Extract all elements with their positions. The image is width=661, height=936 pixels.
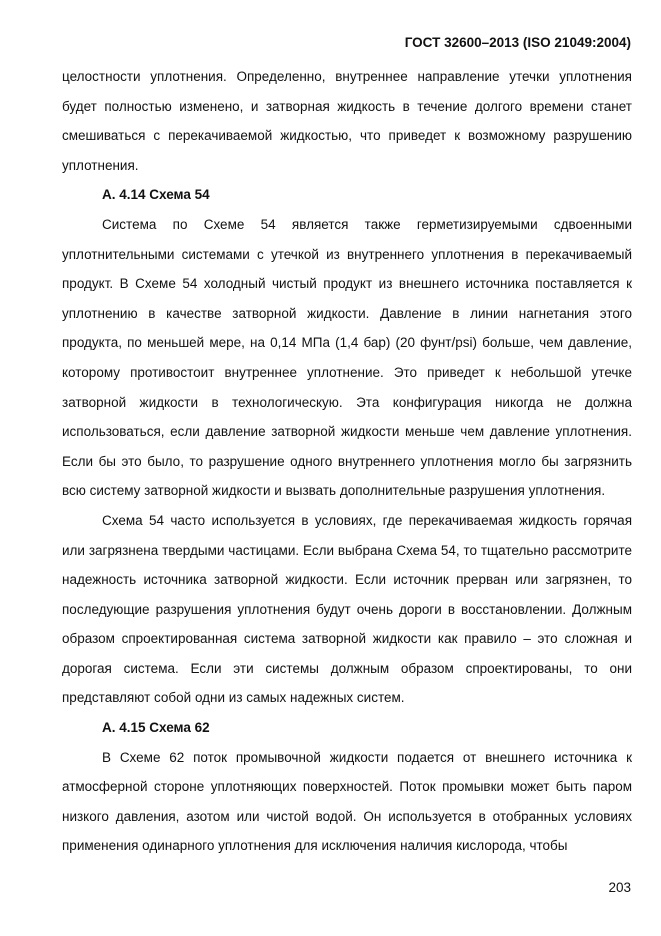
- page-number: 203: [608, 880, 631, 895]
- paragraph: Система по Схеме 54 является также герметизируемыми сдвоенными уплотнительными системами с утечкой из внутреннего уплотнения в перекачиваемый продукт. В Схеме 54 холодный чистый продукт из внешнего источника поставляется к уплотнению в качестве затворной жидкости. Давление в линии нагнетания этого продукта, по меньшей мере, на 0,14 МПа (1,4 бар) (20 фунт/psi) больше, чем давление, которому противостоит внутреннее уплотнение. Это приведет к небольшой утечке затворной жидкости в технологическую. Эта конфигурация никогда не должна использоваться, если давление затворной жидкости меньше чем давление уплотнения. Если бы это было, то разрушение одного внутреннего уплотнения могло бы загрязнить всю систему затворной жидкости и вызвать дополнительные разрушения уплотнения.: [62, 216, 632, 499]
- page-header-standard-title: ГОСТ 32600–2013 (ISO 21049:2004): [404, 35, 631, 50]
- section-heading-a-4-15: А. 4.15 Схема 62: [102, 720, 210, 736]
- section-heading-a-4-14: А. 4.14 Схема 54: [102, 187, 210, 203]
- paragraph: целостности уплотнения. Определенно, внутреннее направление утечки уплотнения будет полностью изменено, и затворная жидкость в течение долгого времени станет смешиваться с перекачиваемой жидкостью, что приведет к возможному разрушению уплотнения.: [62, 69, 632, 173]
- paragraph: Схема 54 часто используется в условиях, где перекачиваемая жидкость горячая или загрязнена твердыми частицами. Если выбрана Схема 54, то тщательно рассмотрите надежность источника затворной жидкости. Если источник прерван или загрязнен, то последующие разрушения уплотнения будут очень дороги в восстановлении. Должным образом спроектированная система затворной жидкости как правило – это сложная и дорогая система. Если эти системы должным образом спроектированы, то они представляют собой одни из самых надежных систем.: [62, 512, 632, 706]
- paragraph: В Схеме 62 поток промывочной жидкости подается от внешнего источника к атмосферной стороне уплотняющих поверхностей. Поток промывки может быть паром низкого давления, азотом или чистой водой. Он используется в отобранных условиях применения одинарного уплотнения для исключения наличия кислорода, чтобы: [62, 749, 632, 854]
- page-content: [62, 62, 632, 861]
